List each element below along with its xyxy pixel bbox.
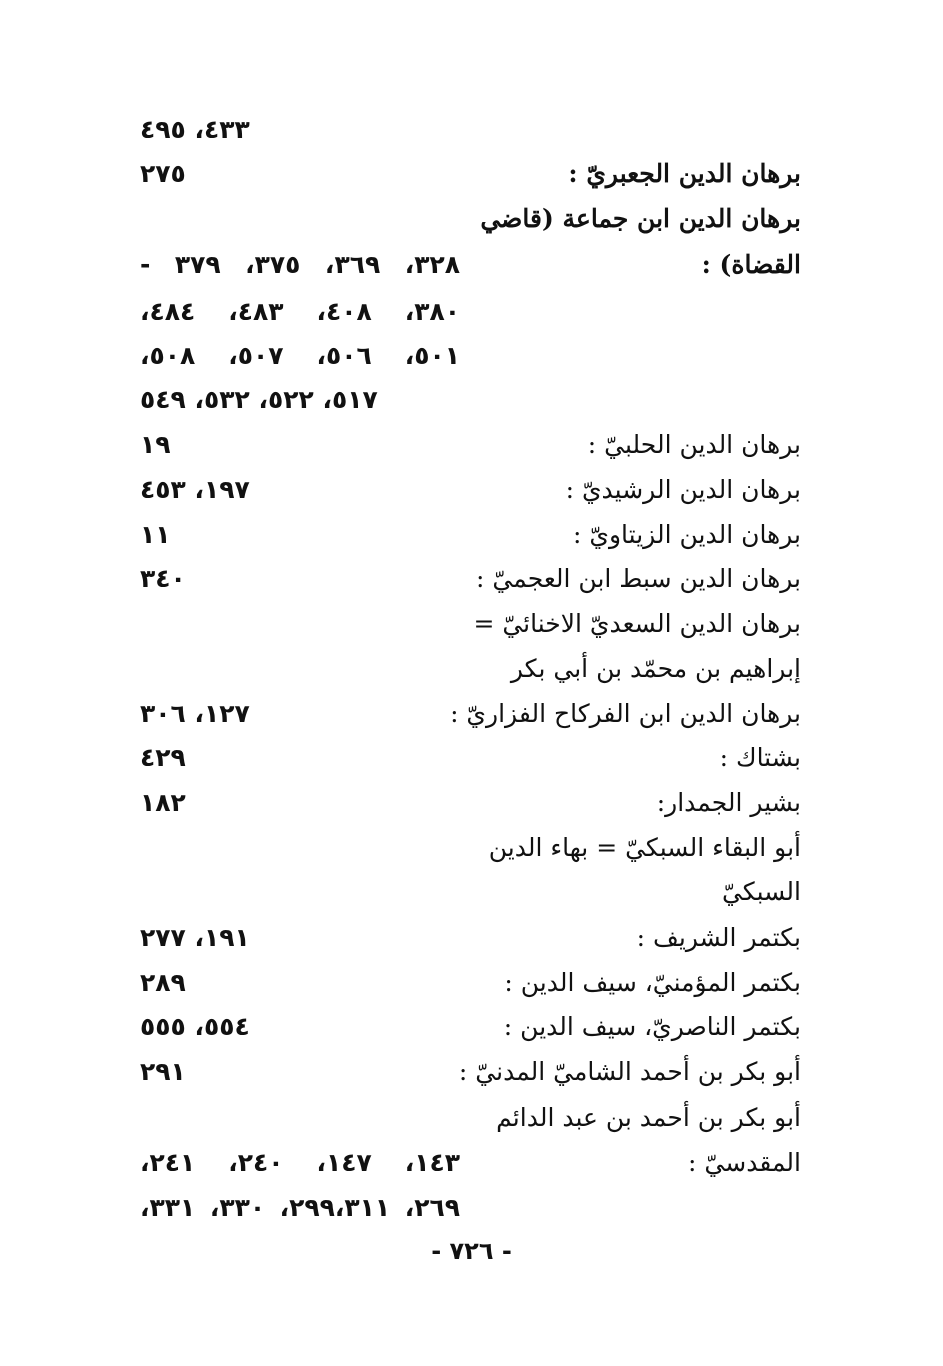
entry-name: برهان الدين السعديّ الاخنائيّ =: [473, 609, 801, 638]
entry-name: بشير الجمدار:: [656, 788, 801, 817]
entry-pages: ٥٥٤، ٥٥٥: [140, 1012, 250, 1041]
index-entry: [0, 513, 943, 557]
index-entry: [0, 1005, 943, 1049]
entry-name: إبراهيم بن محمّد بن أبي بكر: [510, 654, 801, 683]
entry-name: السبكيّ: [721, 877, 801, 906]
entry-pages: ٥٠١، ٥٠٦، ٥٠٧، ٥٠٨،: [140, 341, 461, 370]
entry-name: بشتاك :: [719, 743, 801, 772]
index-entry: [0, 243, 943, 287]
index-entry: [0, 468, 943, 512]
entry-pages: ١٨٢: [140, 788, 186, 817]
entry-name: بكتمر الشريف :: [636, 923, 801, 952]
entry-name: أبو بكر بن أحمد بن عبد الدائم: [496, 1103, 801, 1132]
index-entry: [0, 736, 943, 780]
entry-pages: ٢٨٩: [140, 968, 186, 997]
entry-pages: ١١: [140, 520, 171, 549]
index-entry: [0, 152, 943, 196]
entry-name: برهان الدين ابن الفركاح الفزاريّ :: [450, 699, 801, 728]
entry-name: برهان الدين الرشيديّ :: [565, 475, 801, 504]
index-entry: [0, 423, 943, 467]
entry-name: برهان الدين الزيتاويّ :: [573, 520, 801, 549]
index-entry: [0, 557, 943, 601]
index-entry: [0, 1141, 943, 1185]
entry-pages: ٣٢٨، ٣٦٩، ٣٧٥، ٣٧٩ -: [140, 250, 460, 279]
entry-name: بكتمر المؤمنيّ، سيف الدين :: [504, 968, 801, 997]
index-entry: [0, 826, 943, 870]
index-entry: [0, 108, 943, 152]
entry-pages: ٢٧٥: [140, 159, 186, 188]
index-entry: [0, 781, 943, 825]
entry-pages: ١٢٧، ٣٠٦: [140, 699, 250, 728]
entry-name: القضاة) :: [701, 250, 801, 279]
entry-pages: ٤٣٣، ٤٩٥: [140, 115, 250, 144]
entry-pages: ٤٢٩: [140, 743, 186, 772]
index-entry: [0, 602, 943, 646]
index-entry: [0, 870, 943, 914]
page-number: - ٧٢٦ -: [431, 1237, 512, 1265]
index-entry: [0, 1050, 943, 1094]
index-entry: [0, 1096, 943, 1140]
entry-pages: ١٩: [140, 430, 171, 459]
entry-pages: ٣٨٠، ٤٠٨، ٤٨٣، ٤٨٤،: [140, 297, 461, 326]
entry-pages: ١٩٧، ٤٥٣: [140, 475, 250, 504]
entry-name: برهان الدين الحلبيّ :: [587, 430, 801, 459]
index-entry: [0, 692, 943, 736]
entry-pages: ٢٩١: [140, 1057, 186, 1086]
entry-name: أبو بكر بن أحمد الشاميّ المدنيّ :: [458, 1057, 801, 1086]
entry-pages: ٣٤٠: [140, 564, 186, 593]
entry-pages: ١٤٣، ١٤٧، ٢٤٠، ٢٤١،: [140, 1148, 461, 1177]
index-entry: [0, 647, 943, 691]
index-entry: [0, 197, 943, 241]
index-entry: [0, 1186, 943, 1230]
index-entry: [0, 334, 943, 378]
entry-name: برهان الدين ابن جماعة (قاضي: [480, 204, 801, 233]
index-entry: [0, 378, 943, 422]
index-entry: [0, 961, 943, 1005]
entry-name: برهان الدين سبط ابن العجميّ :: [476, 564, 801, 593]
entry-name: برهان الدين الجعبريّ :: [568, 159, 801, 188]
entry-pages: ١٩١، ٢٧٧: [140, 923, 250, 952]
index-entry: [0, 290, 943, 334]
entry-pages: ٢٦٩، ٢٩٩،٣١١، ٣٣٠، ٣٣١،: [140, 1193, 460, 1222]
entry-name: أبو البقاء السبكيّ = بهاء الدين: [488, 833, 801, 862]
entry-name: بكتمر الناصريّ، سيف الدين :: [503, 1012, 801, 1041]
entry-name: المقدسيّ :: [688, 1148, 801, 1177]
entry-pages: ٥١٧، ٥٢٢، ٥٣٢، ٥٤٩: [140, 385, 378, 414]
index-entry: [0, 916, 943, 960]
